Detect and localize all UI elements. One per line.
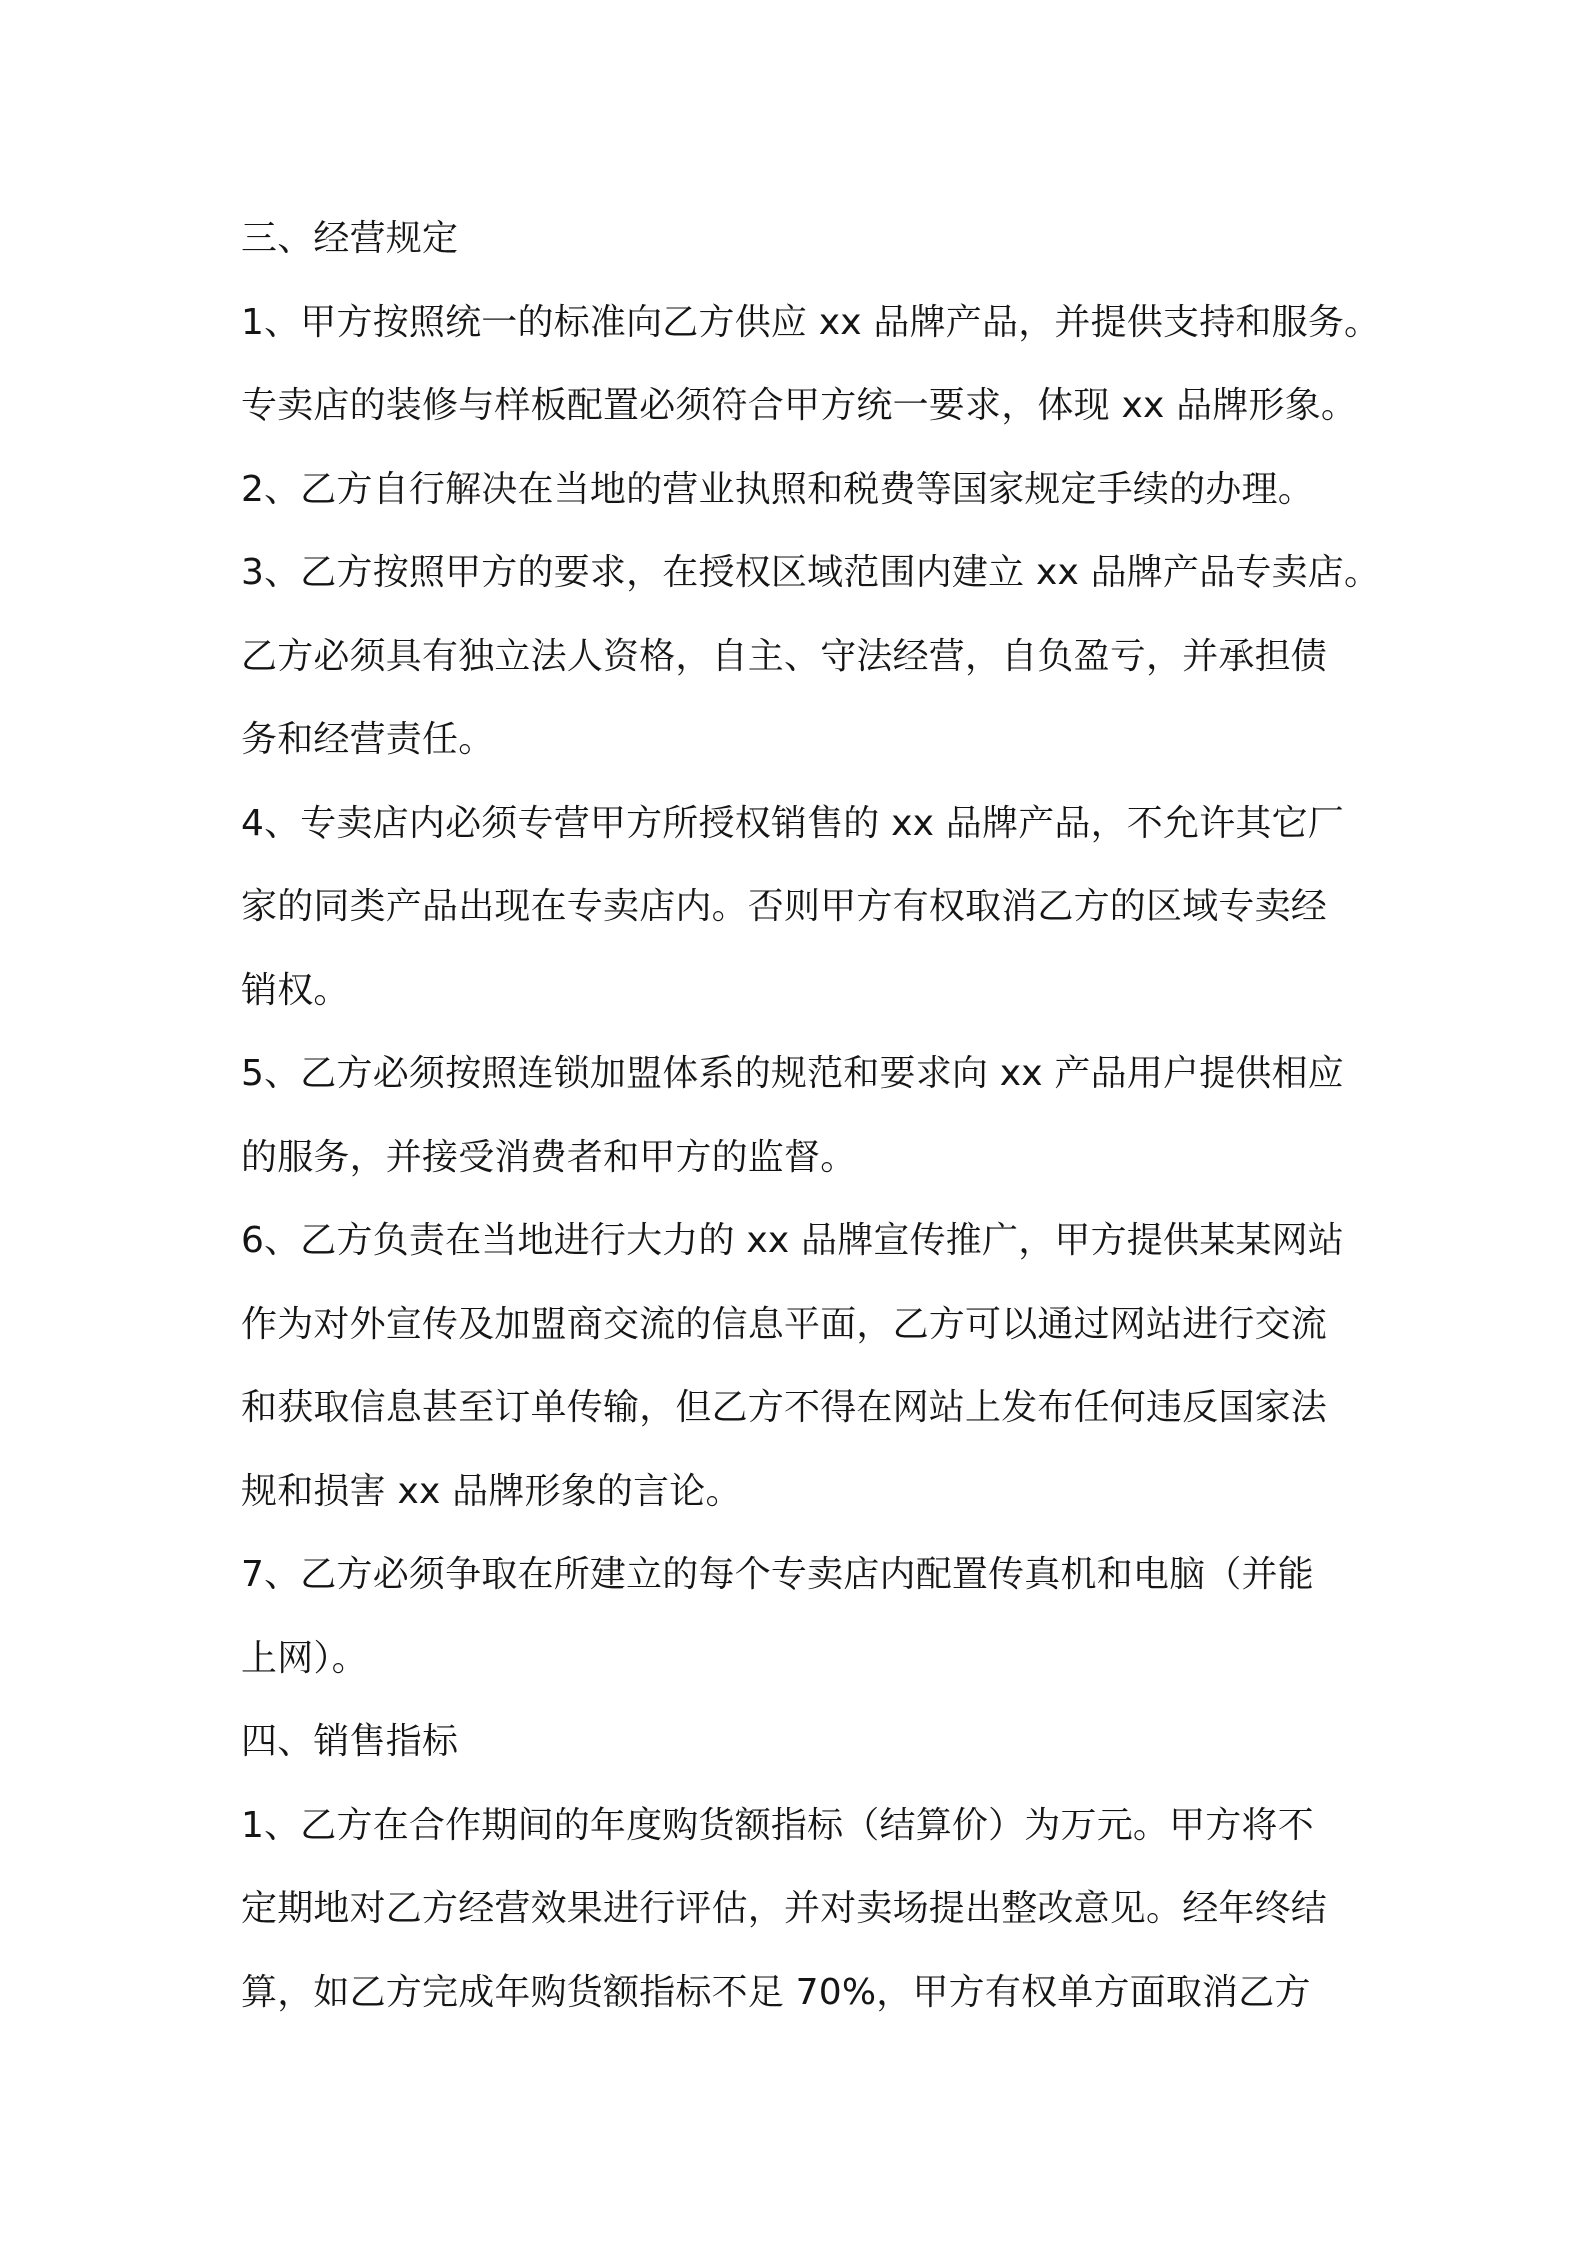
section-heading-operations: 三、经营规定 <box>241 218 459 259</box>
text-line: 和获取信息甚至订单传输，但乙方不得在网站上发布任何违反国家法 <box>241 1387 1328 1428</box>
text-line: 1、甲方按照统一的标准向乙方供应 xx 品牌产品，并提供支持和服务。 <box>241 301 1381 343</box>
text-line: 3、乙方按照甲方的要求，在授权区域范围内建立 xx 品牌产品专卖店。 <box>241 552 1381 593</box>
document-body <box>241 197 1381 2034</box>
text-line: 务和经营责任。 <box>241 719 495 760</box>
text-line: 乙方必须具有独立法人资格，自主、守法经营，自负盈亏，并承担债 <box>241 635 1328 677</box>
text-line: 家的同类产品出现在专卖店内。否则甲方有权取消乙方的区域专卖经 <box>241 886 1328 927</box>
text-line: 5、乙方必须按照连锁加盟体系的规范和要求向 xx 产品用户提供相应 <box>241 1053 1345 1094</box>
text-line: 1、乙方在合作期间的年度购货额指标（结算价）为万元。甲方将不 <box>241 1804 1314 1846</box>
text-line: 销权。 <box>241 969 350 1011</box>
text-line: 作为对外宣传及加盟商交流的信息平面，乙方可以通过网站进行交流 <box>241 1303 1328 1345</box>
section-heading-sales-targets: 四、销售指标 <box>241 1721 459 1762</box>
text-line: 算，如乙方完成年购货额指标不足 70%，甲方有权单方面取消乙方 <box>241 1971 1311 2013</box>
text-line: 的服务，并接受消费者和甲方的监督。 <box>241 1136 857 1178</box>
text-line: 6、乙方负责在当地进行大力的 xx 品牌宣传推广，甲方提供某某网站 <box>241 1220 1345 1261</box>
text-line: 专卖店的装修与样板配置必须符合甲方统一要求，体现 xx 品牌形象。 <box>241 385 1358 426</box>
text-line: 4、专卖店内必须专营甲方所授权销售的 xx 品牌产品，不允许其它厂 <box>241 802 1345 844</box>
text-line: 2、乙方自行解决在当地的营业执照和税费等国家规定手续的办理。 <box>241 468 1314 510</box>
text-line: 上网）。 <box>241 1637 368 1679</box>
text-line: 7、乙方必须争取在所建立的每个专卖店内配置传真机和电脑（并能 <box>241 1554 1314 1595</box>
text-line: 定期地对乙方经营效果进行评估，并对卖场提出整改意见。经年终结 <box>241 1888 1328 1929</box>
text-line: 规和损害 xx 品牌形象的言论。 <box>241 1470 742 1512</box>
